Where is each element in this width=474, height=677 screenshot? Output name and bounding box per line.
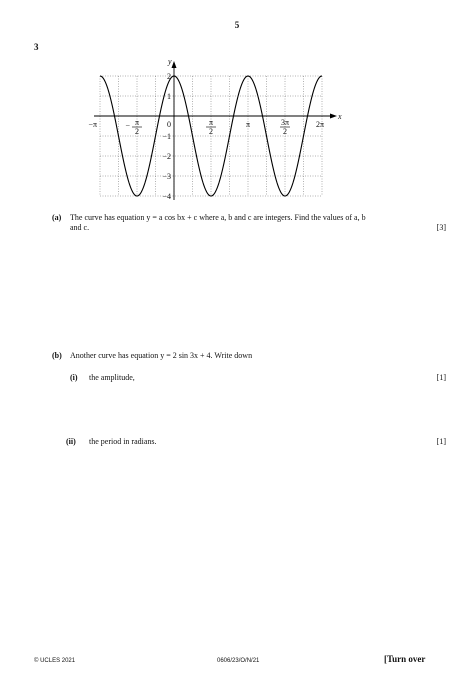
x-axis-label: x (338, 112, 342, 121)
x-tick-label-numerator: 3π (280, 118, 290, 127)
footer-copyright: © UCLES 2021 (34, 658, 76, 664)
x-tick-label-sign: − (125, 121, 130, 130)
part-b-ii-marks: [1] (436, 437, 446, 446)
x-tick-label: 2π (315, 120, 325, 129)
page-number: 5 (234, 20, 240, 30)
y-tick-label: −4 (162, 192, 171, 201)
x-tick-label-numerator: π (134, 118, 140, 127)
x-tick-label-denominator: 2 (283, 127, 287, 136)
part-a-label: (a) (52, 213, 62, 222)
x-tick-label-numerator: π (208, 118, 214, 127)
y-axis-arrow (172, 61, 177, 68)
tick-labels (88, 57, 342, 201)
part-b-i-label: (i) (70, 373, 78, 382)
part-a-marks: [3] (436, 223, 446, 232)
x-tick-label (280, 118, 290, 136)
x-tick-label: 0 (167, 120, 171, 129)
part-b-label: (b) (52, 351, 62, 360)
y-tick-label: −2 (162, 152, 171, 161)
y-tick-label: −3 (162, 172, 171, 181)
part-b-ii-label: (ii) (66, 437, 76, 446)
axes (94, 61, 337, 200)
x-tick-label-denominator: 2 (135, 127, 139, 136)
x-tick-label-denominator: 2 (209, 127, 213, 136)
turn-over: [Turn over (384, 654, 426, 664)
cosine-graph (0, 0, 474, 215)
part-a-text-line1: The curve has equation y = a cos bx + c where a, b and c are integers. Find the values of a, b (70, 213, 366, 222)
question-number: 3 (34, 42, 39, 52)
x-tick-label (125, 118, 142, 136)
part-b-i-marks: [1] (436, 373, 446, 382)
x-tick-label: π (245, 120, 251, 129)
grid (100, 76, 325, 196)
x-tick-label: −π (88, 120, 97, 129)
y-axis-label: y (168, 57, 172, 66)
part-b-i-text: the amplitude, (89, 373, 135, 382)
y-tick-label: 1 (167, 92, 171, 101)
part-b-text: Another curve has equation y = 2 sin 3x + 4. Write down (70, 351, 253, 360)
y-tick-label: 2 (167, 72, 171, 81)
x-axis-arrow (330, 114, 337, 119)
part-b-ii-text: the period in radians. (89, 437, 157, 446)
part-a-text-line2: and c. (70, 223, 90, 232)
x-tick-label (206, 118, 216, 136)
footer-code: 0606/23/O/N/21 (217, 658, 260, 664)
y-tick-label: −1 (162, 132, 171, 141)
